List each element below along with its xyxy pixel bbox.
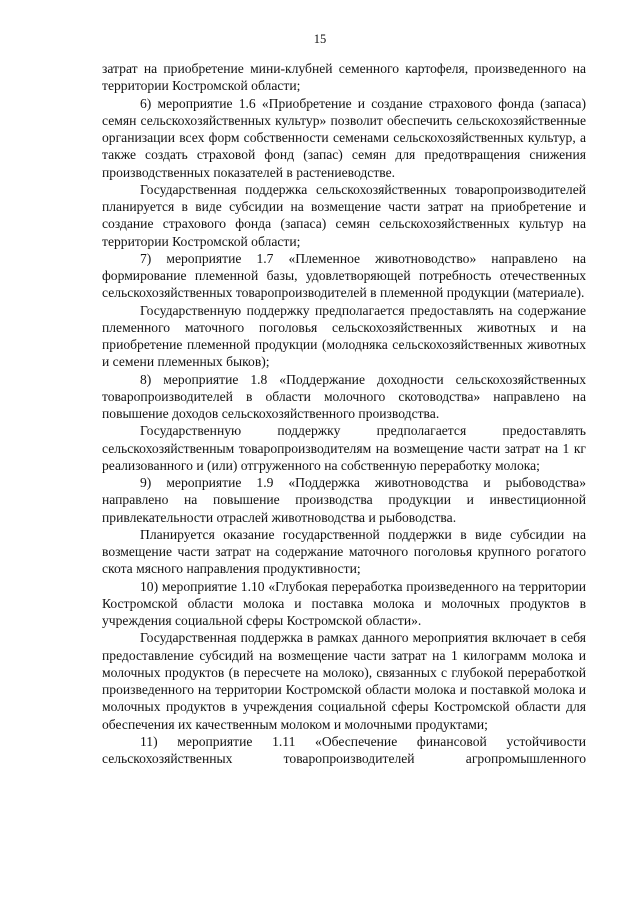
paragraph-support-1-10: Государственная поддержка в рамках данного мероприятия включает в себя предоставление субсидий на возмещение части затрат на 1 килограмм молока и молочных продуктов (в пересчете на молоко), связанных с глубокой переработкой произведенного на территории Костромской области молока и поставкой молока и молочных продуктов в учреждения социальной сферы Костромской области для обеспечения их качественным молоком и молочными продуктами; xyxy=(102,630,586,732)
paragraph-measure-1-11: 11) мероприятие 1.11 «Обеспечение финансовой устойчивости сельскохозяйственных товаропроизводителей агропромышленного xyxy=(102,733,586,766)
paragraph-support-1-8: Государственную поддержку предполагается предоставлять сельскохозяйственным товаропроизводителям на возмещение части затрат на 1 кг реализованного и (или) отгруженного на собственную переработку молока; xyxy=(102,423,586,473)
page-number: 15 xyxy=(313,32,327,46)
paragraph-measure-1-7: 7) мероприятие 1.7 «Племенное животноводство» направлено на формирование племенной базы, удовлетворяющей потребность отечественных сельскохозяйственных товаропроизводителей в племенной продукции (материале). xyxy=(102,250,586,301)
document-body xyxy=(102,60,586,767)
paragraph-measure-1-8: 8) мероприятие 1.8 «Поддержание доходности сельскохозяйственных товаропроизводителей в области молочного скотоводства» направлено на повышение доходов сельскохозяйственного производства. xyxy=(102,371,586,421)
paragraph-support-1-6: Государственная поддержка сельскохозяйственных товаропроизводителей планируется в виде субсидии на возмещение части затрат на приобретение и создание страхового фонда (запаса) семян сельскохозяйственных культур на территории Костромской области; xyxy=(102,181,586,249)
paragraph-support-1-9: Планируется оказание государственной поддержки в виде субсидии на возмещение части затрат на содержание маточного поголовья крупного рогатого скота мясного направления продуктивности; xyxy=(102,526,586,577)
paragraph-measure-1-6: 6) мероприятие 1.6 «Приобретение и создание страхового фонда (запаса) семян сельскохозяйственных культур» позволит обеспечить сельскохозяйственные организации всех форм собственности семенами сельскохозяйственных культур, а также создать страховой фонд (запас) семян для предотвращения снижения производственных показателей в растениеводстве. xyxy=(102,95,586,180)
paragraph-continuation: затрат на приобретение мини-клубней семенного картофеля, произведенного на территории Костромской области; xyxy=(102,61,586,94)
paragraph-measure-1-9: 9) мероприятие 1.9 «Поддержка животноводства и рыбоводства» направлено на повышение производства продукции и инвестиционной привлекательности отраслей животноводства и рыбоводства. xyxy=(102,475,586,525)
paragraph-measure-1-10: 10) мероприятие 1.10 «Глубокая переработка произведенного на территории Костромской области молока и поставка молока и молочных продуктов в учреждения социальной сферы Костромской области». xyxy=(102,578,586,628)
paragraph-support-1-7: Государственную поддержку предполагается предоставлять на содержание племенного маточного поголовья сельскохозяйственных животных и на приобретение племенной продукции (молодняка сельскохозяйственных животных и семени племенных быков); xyxy=(102,302,586,370)
